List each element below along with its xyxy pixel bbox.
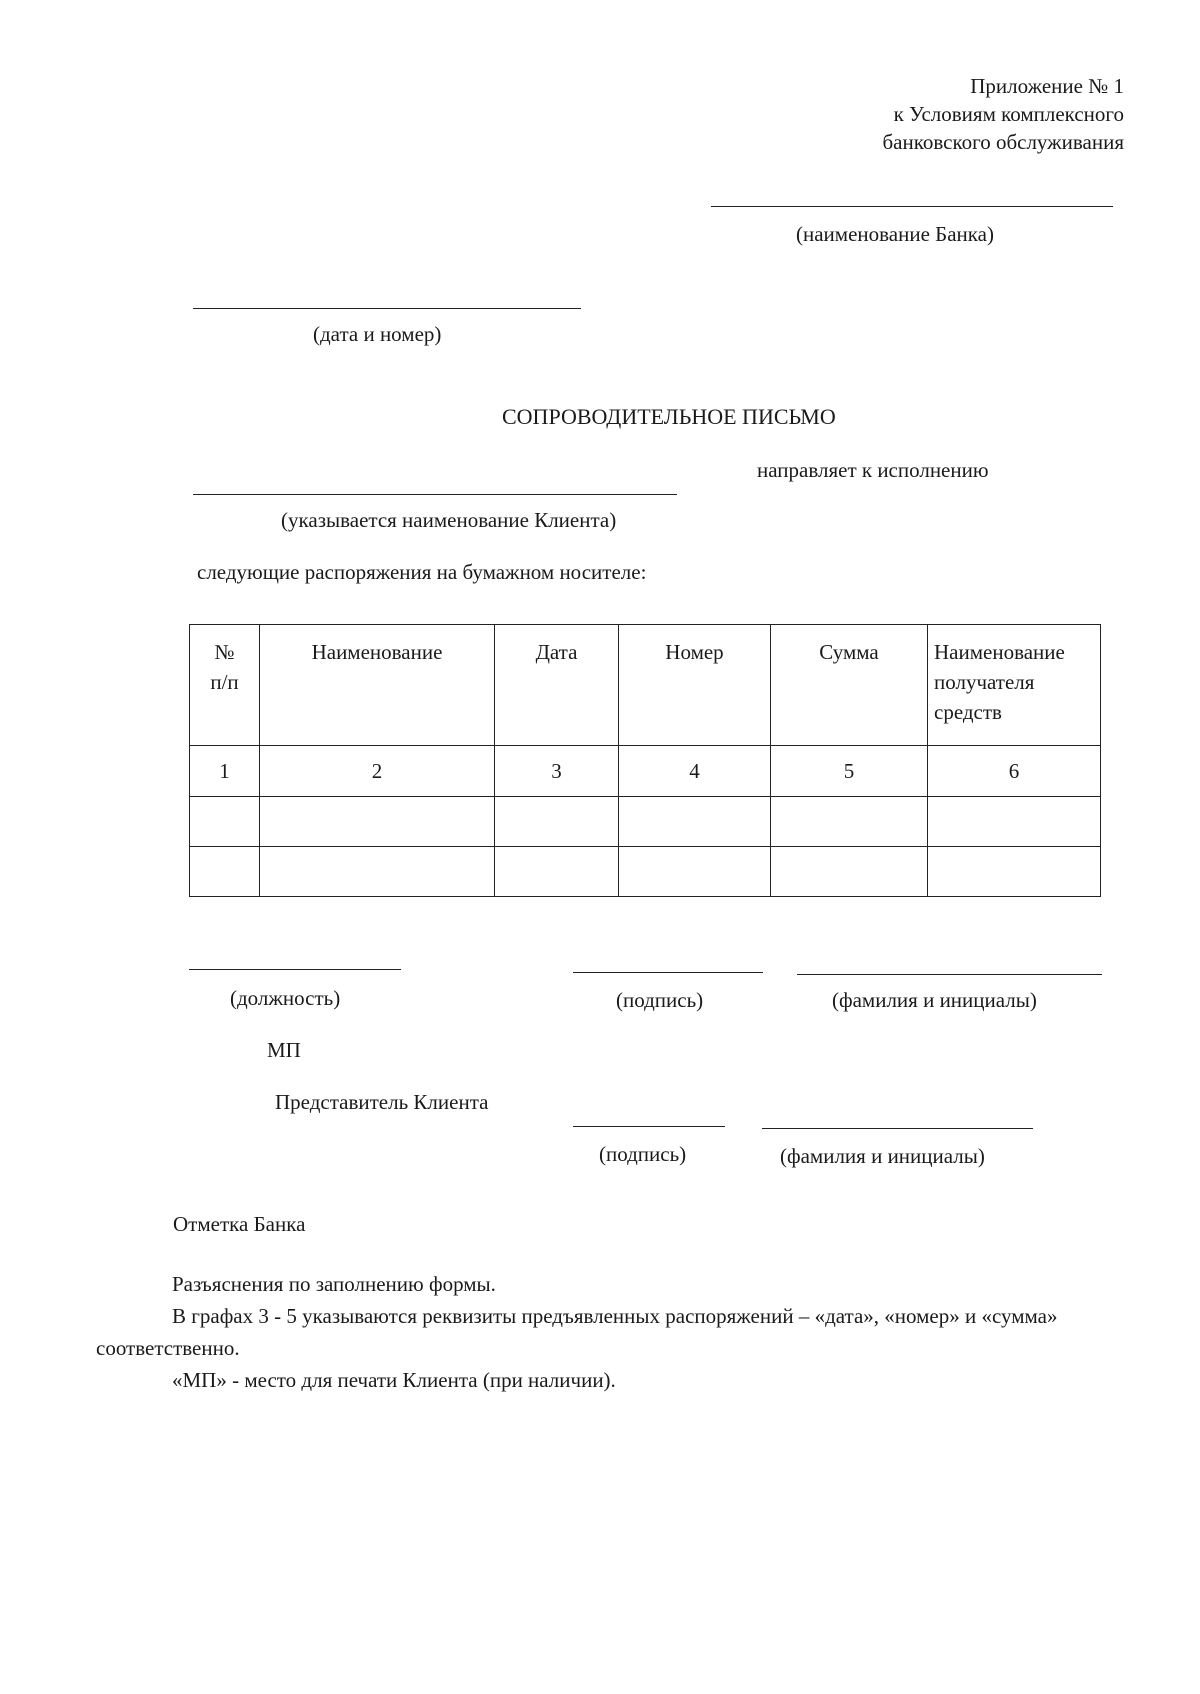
rep-fullname-caption: (фамилия и инициалы) <box>780 1144 985 1168</box>
header-recipient-line-1: Наименование <box>934 640 1065 664</box>
table-cell[interactable] <box>771 797 928 847</box>
orders-intro: следующие распоряжения на бумажном носителе: <box>197 560 647 584</box>
column-number-cell: 5 <box>771 746 928 797</box>
appendix-header <box>882 72 1124 156</box>
table-cell[interactable] <box>619 847 771 897</box>
sends-text: направляет к исполнению <box>757 458 989 482</box>
bank-mark-label: Отметка Банка <box>173 1212 306 1236</box>
table-header-row <box>190 625 1101 746</box>
fullname-caption: (фамилия и инициалы) <box>832 988 1037 1012</box>
appendix-line-3: банковского обслуживания <box>882 130 1124 154</box>
date-number-caption: (дата и номер) <box>313 322 442 346</box>
table-cell[interactable] <box>495 797 619 847</box>
rep-fullname-field-line[interactable] <box>762 1128 1033 1129</box>
position-field-line[interactable] <box>189 969 401 970</box>
header-num <box>190 625 260 746</box>
table-cell[interactable] <box>260 847 495 897</box>
table-cell[interactable] <box>190 797 260 847</box>
column-number-cell: 4 <box>619 746 771 797</box>
signature-field-line[interactable] <box>573 972 763 973</box>
bank-name-caption: (наименование Банка) <box>796 222 994 246</box>
header-recipient <box>928 625 1101 746</box>
appendix-line-1: Приложение № 1 <box>970 74 1124 98</box>
table-cell[interactable] <box>190 847 260 897</box>
instructions-para-1: В графах 3 - 5 указываются реквизиты предъявленных распоряжений – «дата», «номер» и «сумма» соответственно. <box>96 1304 1058 1360</box>
header-date: Дата <box>495 625 619 746</box>
table-cell[interactable] <box>619 797 771 847</box>
column-number-row <box>190 746 1101 797</box>
table-row <box>190 797 1101 847</box>
header-recipient-line-2: получателя <box>934 670 1035 694</box>
date-number-field-line[interactable] <box>193 308 581 309</box>
column-number-cell: 2 <box>260 746 495 797</box>
header-number: Номер <box>619 625 771 746</box>
bank-name-field-line[interactable] <box>711 206 1113 207</box>
table-cell[interactable] <box>495 847 619 897</box>
table-cell[interactable] <box>260 797 495 847</box>
column-number-cell: 1 <box>190 746 260 797</box>
appendix-line-2: к Условиям комплексного <box>893 102 1124 126</box>
table-cell[interactable] <box>928 797 1101 847</box>
header-num-line-2: п/п <box>210 670 239 694</box>
signature-caption: (подпись) <box>616 988 704 1012</box>
header-recipient-line-3: средств <box>934 700 1002 724</box>
column-number-cell: 3 <box>495 746 619 797</box>
document-title: СОПРОВОДИТЕЛЬНОЕ ПИСЬМО <box>502 404 836 429</box>
orders-table <box>189 624 1101 897</box>
client-rep-label: Представитель Клиента <box>275 1090 489 1114</box>
rep-signature-caption: (подпись) <box>599 1142 687 1166</box>
rep-signature-field-line[interactable] <box>573 1126 725 1127</box>
client-name-field-line[interactable] <box>193 494 677 495</box>
instructions-para-2: «МП» - место для печати Клиента (при наличии). <box>172 1368 616 1392</box>
column-number-cell: 6 <box>928 746 1101 797</box>
fullname-field-line[interactable] <box>797 974 1102 975</box>
header-num-line-1: № <box>214 640 235 664</box>
position-caption: (должность) <box>230 986 341 1010</box>
table-row <box>190 847 1101 897</box>
header-name: Наименование <box>260 625 495 746</box>
instructions-heading: Разъяснения по заполнению формы. <box>172 1272 496 1296</box>
instructions <box>96 1268 1120 1396</box>
client-name-caption: (указывается наименование Клиента) <box>281 508 617 532</box>
stamp-place-label: МП <box>267 1038 301 1062</box>
table-cell[interactable] <box>928 847 1101 897</box>
header-sum: Сумма <box>771 625 928 746</box>
table-cell[interactable] <box>771 847 928 897</box>
